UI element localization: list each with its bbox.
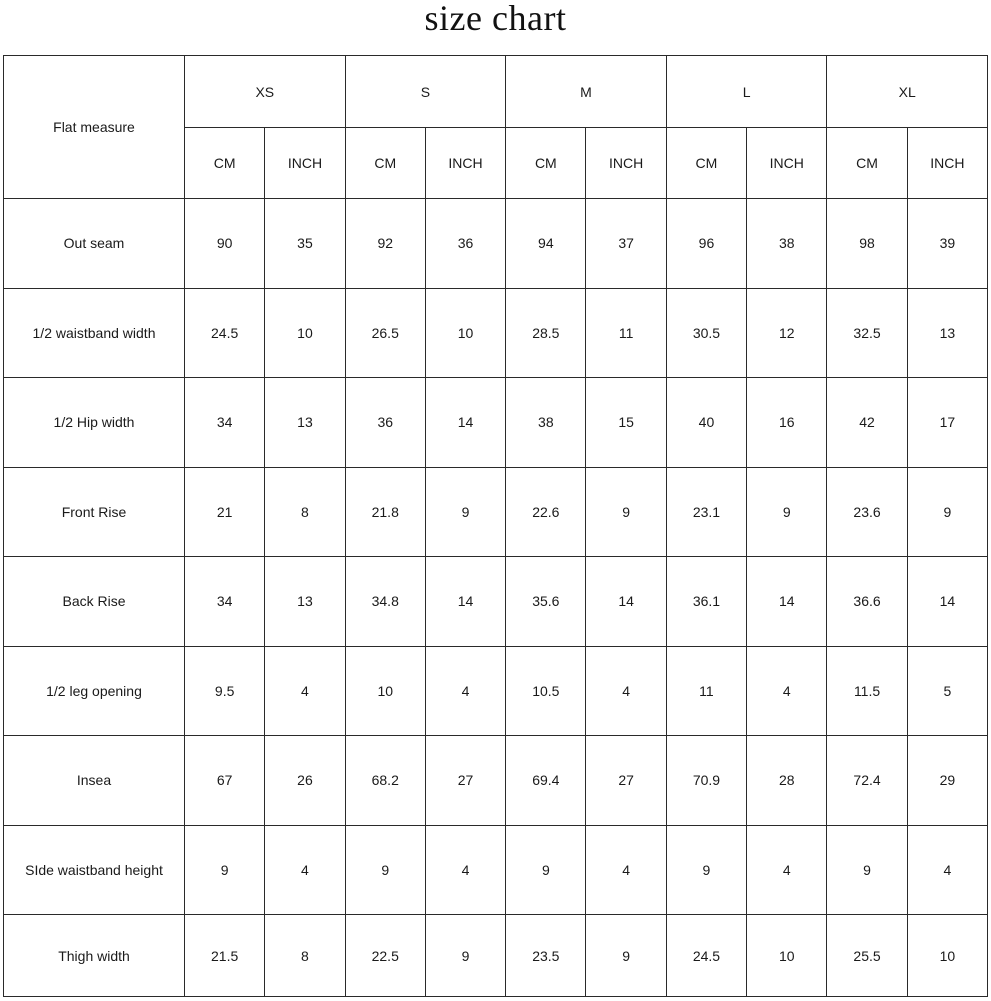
cm-value-cell: 38 xyxy=(506,378,586,468)
cm-value-cell: 9 xyxy=(506,825,586,915)
cm-value-cell: 23.1 xyxy=(666,467,746,557)
table-row xyxy=(4,288,988,378)
cm-value-cell: 28.5 xyxy=(506,288,586,378)
cm-value-cell: 23.6 xyxy=(827,467,907,557)
inch-value-cell: 9 xyxy=(747,467,827,557)
inch-value-cell: 4 xyxy=(425,646,505,736)
table-row xyxy=(4,467,988,557)
unit-header-inch: INCH xyxy=(586,128,666,199)
cm-value-cell: 96 xyxy=(666,199,746,289)
size-header-xl: XL xyxy=(827,56,988,128)
inch-value-cell: 37 xyxy=(586,199,666,289)
inch-value-cell: 9 xyxy=(586,915,666,997)
cm-value-cell: 11.5 xyxy=(827,646,907,736)
cm-value-cell: 34.8 xyxy=(345,557,425,647)
inch-value-cell: 9 xyxy=(907,467,987,557)
cm-value-cell: 67 xyxy=(185,736,265,826)
cm-value-cell: 9 xyxy=(827,825,907,915)
cm-value-cell: 11 xyxy=(666,646,746,736)
inch-value-cell: 10 xyxy=(265,288,345,378)
cm-value-cell: 68.2 xyxy=(345,736,425,826)
size-header-l: L xyxy=(666,56,827,128)
cm-value-cell: 10.5 xyxy=(506,646,586,736)
inch-value-cell: 14 xyxy=(425,557,505,647)
row-label: SIde waistband height xyxy=(4,825,185,915)
cm-value-cell: 36 xyxy=(345,378,425,468)
cm-value-cell: 42 xyxy=(827,378,907,468)
cm-value-cell: 30.5 xyxy=(666,288,746,378)
cm-value-cell: 70.9 xyxy=(666,736,746,826)
table-body xyxy=(4,199,988,997)
cm-value-cell: 10 xyxy=(345,646,425,736)
cm-value-cell: 35.6 xyxy=(506,557,586,647)
unit-header-inch: INCH xyxy=(747,128,827,199)
unit-header-cm: CM xyxy=(185,128,265,199)
inch-value-cell: 13 xyxy=(265,557,345,647)
row-label: Front Rise xyxy=(4,467,185,557)
table-row xyxy=(4,736,988,826)
inch-value-cell: 4 xyxy=(747,825,827,915)
inch-value-cell: 36 xyxy=(425,199,505,289)
size-chart-table xyxy=(3,55,988,997)
cm-value-cell: 90 xyxy=(185,199,265,289)
unit-header-cm: CM xyxy=(666,128,746,199)
cm-value-cell: 32.5 xyxy=(827,288,907,378)
inch-value-cell: 16 xyxy=(747,378,827,468)
inch-value-cell: 13 xyxy=(265,378,345,468)
cm-value-cell: 40 xyxy=(666,378,746,468)
size-header-s: S xyxy=(345,56,506,128)
inch-value-cell: 4 xyxy=(265,825,345,915)
inch-value-cell: 4 xyxy=(586,825,666,915)
cm-value-cell: 26.5 xyxy=(345,288,425,378)
cm-value-cell: 98 xyxy=(827,199,907,289)
inch-value-cell: 27 xyxy=(586,736,666,826)
inch-value-cell: 4 xyxy=(907,825,987,915)
size-header-xs: XS xyxy=(185,56,346,128)
inch-value-cell: 15 xyxy=(586,378,666,468)
unit-header-cm: CM xyxy=(506,128,586,199)
inch-value-cell: 4 xyxy=(747,646,827,736)
inch-value-cell: 27 xyxy=(425,736,505,826)
inch-value-cell: 10 xyxy=(747,915,827,997)
inch-value-cell: 17 xyxy=(907,378,987,468)
cm-value-cell: 34 xyxy=(185,557,265,647)
inch-value-cell: 9 xyxy=(425,915,505,997)
unit-header-inch: INCH xyxy=(907,128,987,199)
inch-value-cell: 4 xyxy=(586,646,666,736)
inch-value-cell: 11 xyxy=(586,288,666,378)
row-label: Insea xyxy=(4,736,185,826)
cm-value-cell: 9.5 xyxy=(185,646,265,736)
inch-value-cell: 5 xyxy=(907,646,987,736)
table-row xyxy=(4,378,988,468)
cm-value-cell: 9 xyxy=(666,825,746,915)
table-row xyxy=(4,915,988,997)
table-row xyxy=(4,557,988,647)
cm-value-cell: 9 xyxy=(345,825,425,915)
inch-value-cell: 14 xyxy=(586,557,666,647)
row-label: Thigh width xyxy=(4,915,185,997)
cm-value-cell: 24.5 xyxy=(666,915,746,997)
inch-value-cell: 14 xyxy=(747,557,827,647)
row-label: 1/2 leg opening xyxy=(4,646,185,736)
table-row xyxy=(4,199,988,289)
inch-value-cell: 39 xyxy=(907,199,987,289)
cm-value-cell: 36.1 xyxy=(666,557,746,647)
corner-label: Flat measure xyxy=(4,56,185,199)
cm-value-cell: 25.5 xyxy=(827,915,907,997)
size-header-m: M xyxy=(506,56,667,128)
inch-value-cell: 28 xyxy=(747,736,827,826)
cm-value-cell: 69.4 xyxy=(506,736,586,826)
inch-value-cell: 13 xyxy=(907,288,987,378)
inch-value-cell: 8 xyxy=(265,915,345,997)
unit-header-inch: INCH xyxy=(425,128,505,199)
cm-value-cell: 22.5 xyxy=(345,915,425,997)
inch-value-cell: 4 xyxy=(265,646,345,736)
inch-value-cell: 10 xyxy=(425,288,505,378)
cm-value-cell: 94 xyxy=(506,199,586,289)
inch-value-cell: 38 xyxy=(747,199,827,289)
cm-value-cell: 92 xyxy=(345,199,425,289)
unit-header-cm: CM xyxy=(345,128,425,199)
size-header-row xyxy=(4,56,988,128)
row-label: Back Rise xyxy=(4,557,185,647)
inch-value-cell: 35 xyxy=(265,199,345,289)
cm-value-cell: 34 xyxy=(185,378,265,468)
cm-value-cell: 36.6 xyxy=(827,557,907,647)
inch-value-cell: 9 xyxy=(586,467,666,557)
page-title: size chart xyxy=(424,0,567,38)
unit-header-cm: CM xyxy=(827,128,907,199)
table-row xyxy=(4,825,988,915)
inch-value-cell: 14 xyxy=(907,557,987,647)
cm-value-cell: 23.5 xyxy=(506,915,586,997)
cm-value-cell: 21 xyxy=(185,467,265,557)
cm-value-cell: 72.4 xyxy=(827,736,907,826)
inch-value-cell: 29 xyxy=(907,736,987,826)
row-label: 1/2 Hip width xyxy=(4,378,185,468)
inch-value-cell: 8 xyxy=(265,467,345,557)
inch-value-cell: 10 xyxy=(907,915,987,997)
cm-value-cell: 21.5 xyxy=(185,915,265,997)
cm-value-cell: 9 xyxy=(185,825,265,915)
row-label: Out seam xyxy=(4,199,185,289)
cm-value-cell: 21.8 xyxy=(345,467,425,557)
inch-value-cell: 14 xyxy=(425,378,505,468)
row-label: 1/2 waistband width xyxy=(4,288,185,378)
cm-value-cell: 24.5 xyxy=(185,288,265,378)
inch-value-cell: 26 xyxy=(265,736,345,826)
table-row xyxy=(4,646,988,736)
cm-value-cell: 22.6 xyxy=(506,467,586,557)
inch-value-cell: 9 xyxy=(425,467,505,557)
unit-header-inch: INCH xyxy=(265,128,345,199)
inch-value-cell: 12 xyxy=(747,288,827,378)
inch-value-cell: 4 xyxy=(425,825,505,915)
